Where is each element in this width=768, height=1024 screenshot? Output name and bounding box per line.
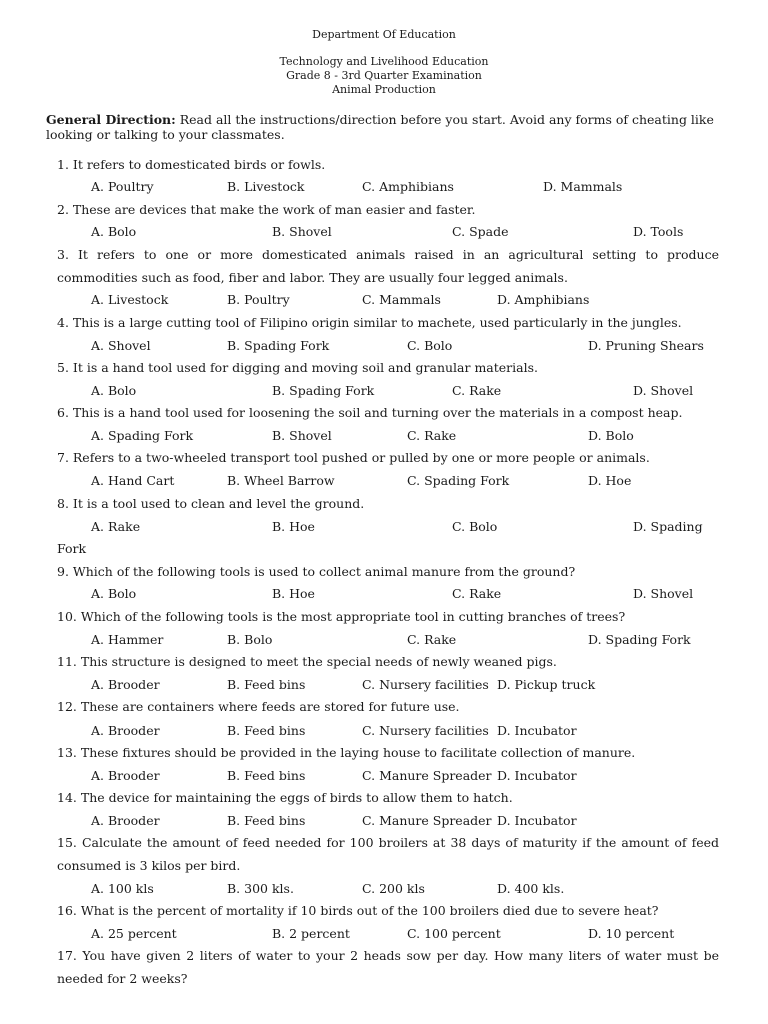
question-14-option-b: B. Feed bins	[227, 813, 306, 828]
department-title: Department Of Education	[312, 28, 456, 41]
question-13-option-d: D. Incubator	[497, 768, 577, 783]
question-2-option-b: B. Shovel	[272, 224, 332, 239]
exam-title: Grade 8 - 3rd Quarter Examination	[286, 69, 482, 82]
question-12-option-a: A. Brooder	[91, 723, 160, 738]
question-4-text: 4. This is a large cutting tool of Filipino origin similar to machete, used particularly in the jungles.	[57, 315, 682, 330]
question-6-option-d: D. Bolo	[588, 428, 634, 443]
question-12-option-c: C. Nursery facilities	[362, 723, 489, 738]
question-14-option-d: D. Incubator	[497, 813, 577, 828]
general-direction	[46, 112, 726, 142]
question-5-option-c: C. Rake	[452, 383, 502, 398]
question-9-option-a: A. Bolo	[91, 586, 137, 601]
question-9-option-b: B. Hoe	[272, 586, 315, 601]
question-4-option-a: A. Shovel	[91, 338, 151, 353]
question-16-option-b: B. 2 percent	[272, 926, 350, 941]
question-10-option-a: A. Hammer	[91, 632, 164, 647]
general-direction-label: General Direction:	[46, 112, 176, 127]
question-11-option-d: D. Pickup truck	[497, 677, 596, 692]
question-7-option-a: A. Hand Cart	[91, 473, 175, 488]
question-5-option-b: B. Spading Fork	[272, 383, 375, 398]
question-2-text: 2. These are devices that make the work of man easier and faster.	[57, 202, 476, 217]
question-11-option-c: C. Nursery facilities	[362, 677, 489, 692]
question-1-option-a: A. Poultry	[91, 179, 154, 194]
subject-title: Technology and Livelihood Education	[279, 55, 489, 68]
question-2-option-a: A. Bolo	[91, 224, 137, 239]
question-15-option-b: B. 300 kls.	[227, 881, 294, 896]
question-8-text: 8. It is a tool used to clean and level the ground.	[57, 496, 365, 511]
question-4-option-d: D. Pruning Shears	[588, 338, 704, 353]
question-12-option-b: B. Feed bins	[227, 723, 306, 738]
question-14-text: 14. The device for maintaining the eggs of birds to allow them to hatch.	[57, 790, 513, 805]
question-2-option-c: C. Spade	[452, 224, 509, 239]
question-2-option-d: D. Tools	[633, 224, 684, 239]
question-14-option-a: A. Brooder	[91, 813, 160, 828]
question-7-option-d: D. Hoe	[588, 473, 632, 488]
question-1-option-b: B. Livestock	[227, 179, 305, 194]
question-8-option-a: A. Rake	[91, 519, 141, 534]
question-15-option-d: D. 400 kls.	[497, 881, 565, 896]
question-13-option-c: C. Manure Spreader	[362, 768, 492, 783]
question-8-option-c: C. Bolo	[452, 519, 498, 534]
question-9-option-d: D. Shovel	[633, 586, 694, 601]
question-10-text: 10. Which of the following tools is the most appropriate tool in cutting branches of trees?	[57, 609, 626, 624]
question-12-text: 12. These are containers where feeds are stored for future use.	[57, 699, 460, 714]
question-15-option-a: A. 100 kls	[91, 881, 154, 896]
question-16-option-a: A. 25 percent	[91, 926, 177, 941]
question-1-text: 1. It refers to domesticated birds or fowls.	[57, 157, 326, 172]
question-7-option-c: C. Spading Fork	[407, 473, 510, 488]
question-7-text: 7. Refers to a two-wheeled transport tool pushed or pulled by one or more people or animals.	[57, 450, 650, 465]
question-7-option-b: B. Wheel Barrow	[227, 473, 335, 488]
question-8-option-b: B. Hoe	[272, 519, 315, 534]
question-13-option-b: B. Feed bins	[227, 768, 306, 783]
question-16-option-d: D. 10 percent	[588, 926, 675, 941]
question-11-text: 11. This structure is designed to meet the special needs of newly weaned pigs.	[57, 654, 557, 669]
question-6-option-a: A. Spading Fork	[91, 428, 194, 443]
question-3-option-d: D. Amphibians	[497, 292, 590, 307]
general-direction-text: Read all the instructions/direction before you start. Avoid any forms of cheating like looking or talking to your classmates.	[46, 112, 714, 142]
question-4-option-b: B. Spading Fork	[227, 338, 330, 353]
question-10-option-c: C. Rake	[407, 632, 457, 647]
question-13-option-a: A. Brooder	[91, 768, 160, 783]
question-5-text: 5. It is a hand tool used for digging and moving soil and granular materials.	[57, 360, 538, 375]
question-16-option-c: C. 100 percent	[407, 926, 501, 941]
topic-title: Animal Production	[332, 83, 436, 96]
question-8-option-continuation: Fork	[57, 541, 87, 556]
question-10-option-d: D. Spading Fork	[588, 632, 691, 647]
question-1-option-c: C. Amphibians	[362, 179, 454, 194]
question-3-option-a: A. Livestock	[91, 292, 169, 307]
question-3-option-c: C. Mammals	[362, 292, 441, 307]
question-9-text: 9. Which of the following tools is used to collect animal manure from the ground?	[57, 564, 576, 579]
question-17-text: 17. You have given 2 liters of water to your 2 heads sow per day. How many liters of water must be needed for 2 weeks?	[57, 948, 719, 986]
question-14-option-c: C. Manure Spreader	[362, 813, 492, 828]
question-8-option-d: D. Spading	[633, 519, 703, 534]
question-13-text: 13. These fixtures should be provided in the laying house to facilitate collection of manure.	[57, 745, 636, 760]
question-3-text: 3. It refers to one or more domesticated animals raised in an agricultural setting to produce commodities such as food, fiber and labor. They are usually four legged animals.	[57, 247, 719, 285]
question-5-option-a: A. Bolo	[91, 383, 137, 398]
question-10-option-b: B. Bolo	[227, 632, 273, 647]
question-4-option-c: C. Bolo	[407, 338, 453, 353]
question-15-option-c: C. 200 kls	[362, 881, 425, 896]
question-11-option-a: A. Brooder	[91, 677, 160, 692]
question-6-option-c: C. Rake	[407, 428, 457, 443]
question-6-option-b: B. Shovel	[272, 428, 332, 443]
question-12-option-d: D. Incubator	[497, 723, 577, 738]
question-16-text: 16. What is the percent of mortality if 10 birds out of the 100 broilers died due to severe heat?	[57, 903, 659, 918]
question-3-option-b: B. Poultry	[227, 292, 290, 307]
question-11-option-b: B. Feed bins	[227, 677, 306, 692]
question-1-option-d: D. Mammals	[543, 179, 623, 194]
question-6-text: 6. This is a hand tool used for loosening the soil and turning over the materials in a compost heap.	[57, 405, 683, 420]
question-5-option-d: D. Shovel	[633, 383, 694, 398]
question-15-text: 15. Calculate the amount of feed needed for 100 broilers at 38 days of maturity if the amount of feed consumed is 3 kilos per bird.	[57, 835, 719, 873]
question-9-option-c: C. Rake	[452, 586, 502, 601]
